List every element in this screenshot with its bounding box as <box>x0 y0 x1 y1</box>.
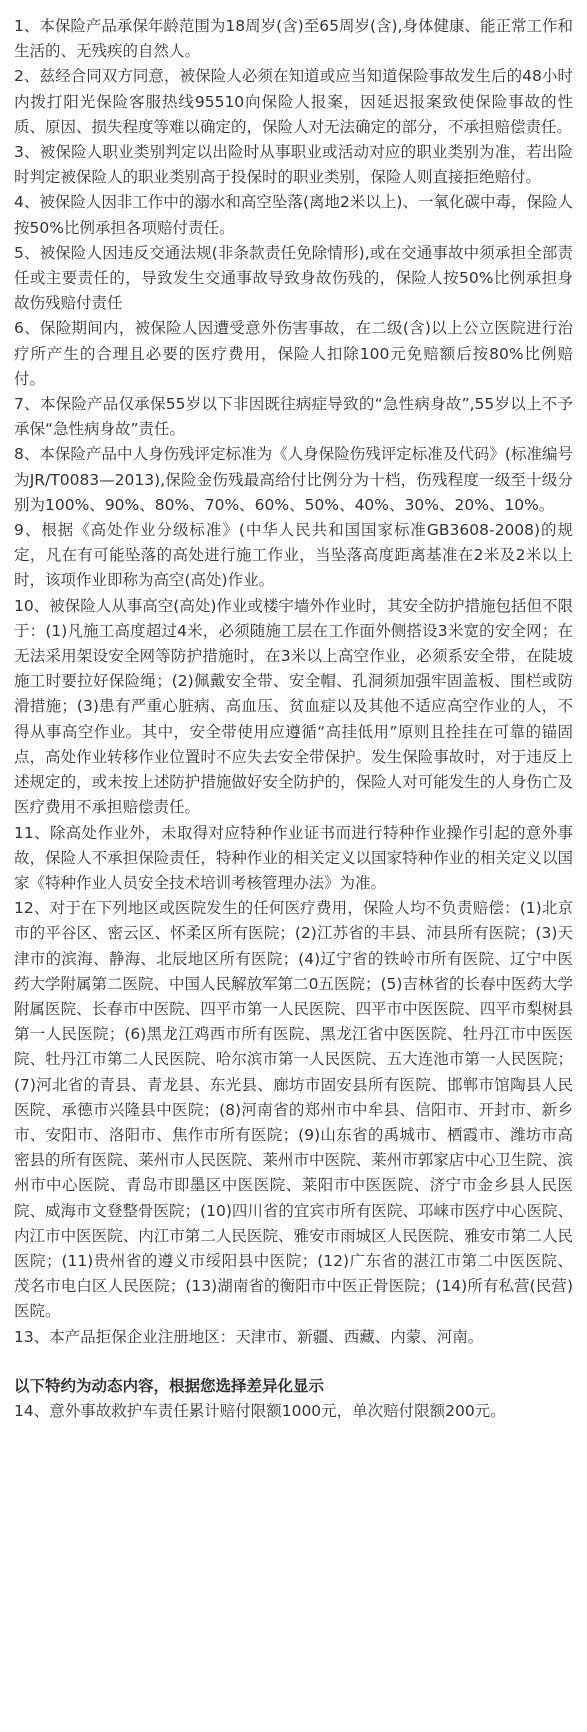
dynamic-content-notice: 以下特约为动态内容，根据您选择差异化显示 <box>14 1376 325 1395</box>
clause-6: 6、保险期间内，被保险人因遭受意外伤害事故，在二级(含)以上公立医院进行治疗所产生的合理且必要的医疗费用，保险人扣除100元免赔额后按80%比例赔付。 <box>14 319 573 388</box>
clause-5: 5、被保险人因违反交通法规(非条款责任免除情形),或在交通事故中须承担全部责任或主要责任的，导致发生交通事故导致身故伤残的，保险人按50%比例承担身故伤残赔付责任 <box>14 243 573 313</box>
clause-3: 3、被保险人职业类别判定以出险时从事职业或活动对应的职业类别为准，若出险时判定被保险人的职业类别高于投保时的职业类别，保险人则直接拒绝赔付。 <box>14 143 573 187</box>
clause-10: 10、被保险人从事高空(高处)作业或楼宇墙外作业时，其安全防护措施包括但不限于：(1)凡施工高度超过4米，必须随施工层在工作面外侧搭设3米宽的安全网；在无法采用架设安全网等防护措施时，在3米以上高空作业，必须系安全带，在陡坡施工时要拉好保险绳；(2)佩戴安全带、安全帽、孔洞须加强牢固盖板、围栏或防滑措施；(3)患有严重心脏病、高血压、贫血症以及其他不适应高空作业的人，不得从事高空作业。其中，安全带使用应遵循“高挂低用”原则且拴挂在可靠的锚固点，高处作业转移作业位置时不应失去安全带保护。发生保险事故时，对于违反上述规定的，或未按上述防护措施做好安全防护的，保险人对可能发生的人身伤亡及医疗费用不承担赔偿责任。 <box>14 596 573 817</box>
clause-4: 4、被保险人因非工作中的溺水和高空坠落(离地2米以上)、一氧化碳中毒，保险人按50%比例承担各项赔付责任。 <box>14 193 573 237</box>
clause-9: 9、根据《高处作业分级标准》(中华人民共和国国家标准GB3608-2008)的规定，凡在有可能坠落的高处进行施工作业，当坠落高度距离基准在2米及2米以上时，该项作业即称为高空(高处)作业。 <box>14 521 573 590</box>
clause-12: 12、对于在下列地区或医院发生的任何医疗费用，保险人均不负责赔偿：(1)北京市的平谷区、密云区、怀柔区所有医院；(2)江苏省的丰县、沛县所有医院；(3)天津市的滨海、静海、北辰地区所有医院；(4)辽宁省的铁岭市所有医院、辽宁中医药大学附属第二医院、中国人民解放军第二0五医院；(5)吉林省的长春中医药大学附属医院、长春市中医院、四平市第一人民医院、四平市中医医院、四平市梨树县第一人民医院；(6)黑龙江鸡西市所有医院、黑龙江省中医医院、牡丹江市中医医院、牡丹江市第二人民医院、哈尔滨市第一人民医院、五大连池市第一人民医院；(7)河北省的青县、青龙县、东光县、廊坊市固安县所有医院、邯郸市馆陶县人民医院、承德市兴隆县中医院；(8)河南省的郑州市中牟县、信阳市、开封市、新乡市、安阳市、洛阳市、焦作市所有医院；(9)山东省的禹城市、栖霞市、潍坊市高密县的所有医院、莱州市人民医院、莱州市中医院、莱州市郭家店中心卫生院、滨州市中心医院、青岛市即墨区中医医院、莱阳市中医医院、济宁市金乡县人民医院、威海市文登整骨医院；(10)四川省的宜宾市所有医院、邛崃市医疗中心医院、内江市中医医院、内江市第二人民医院、雅安市雨城区人民医院、雅安市第二人民医院；(11)贵州省的遵义市绥阳县中医院；(12)广东省的湛江市第二中医医院、茂名市电白区人民医院；(13)湖南省的衡阳市中医正骨医院；(14)所有私营(民营)医院。 <box>14 899 573 1321</box>
clause-14: 14、意外事故救护车责任累计赔付限额1000元，单次赔付限额200元。 <box>14 1401 506 1420</box>
clause-8: 8、本保险产品中人身伤残评定标准为《人身保险伤残评定标准及代码》(标准编号为JR/T0083—2013),保险金伤残最高给付比例分为十档，伤残程度一级至十级分别为100%、90%、80%、70%、60%、50%、40%、30%、20%、10%。 <box>14 445 573 514</box>
clause-2: 2、兹经合同双方同意，被保险人必须在知道或应当知道保险事故发生后的48小时内拨打阳光保险客服热线95510向保险人报案，因延迟报案致使保险事故的性质、原因、损失程度等难以确定的，保险人对无法确定的部分，不承担赔偿责任。 <box>14 67 573 136</box>
clause-7: 7、本保险产品仅承保55岁以下非因既往病症导致的“急性病身故”,55岁以上不予承保“急性病身故”责任。 <box>14 395 573 439</box>
clause-1: 1、本保险产品承保年龄范围为18周岁(含)至65周岁(含),身体健康、能正常工作和生活的、无残疾的自然人。 <box>14 17 573 61</box>
clause-11: 11、除高处作业外，未取得对应特种作业证书而进行特种作业操作引起的意外事故，保险人不承担保险责任，特种作业的相关定义以国家特种作业的相关定义以国家《特种作业人员安全技术培训考核管理办法》为准。 <box>14 823 573 892</box>
clause-13: 13、本产品拒保企业注册地区：天津市、新疆、西藏、内蒙、河南。 <box>14 1327 484 1346</box>
section-spacer <box>14 1350 573 1374</box>
